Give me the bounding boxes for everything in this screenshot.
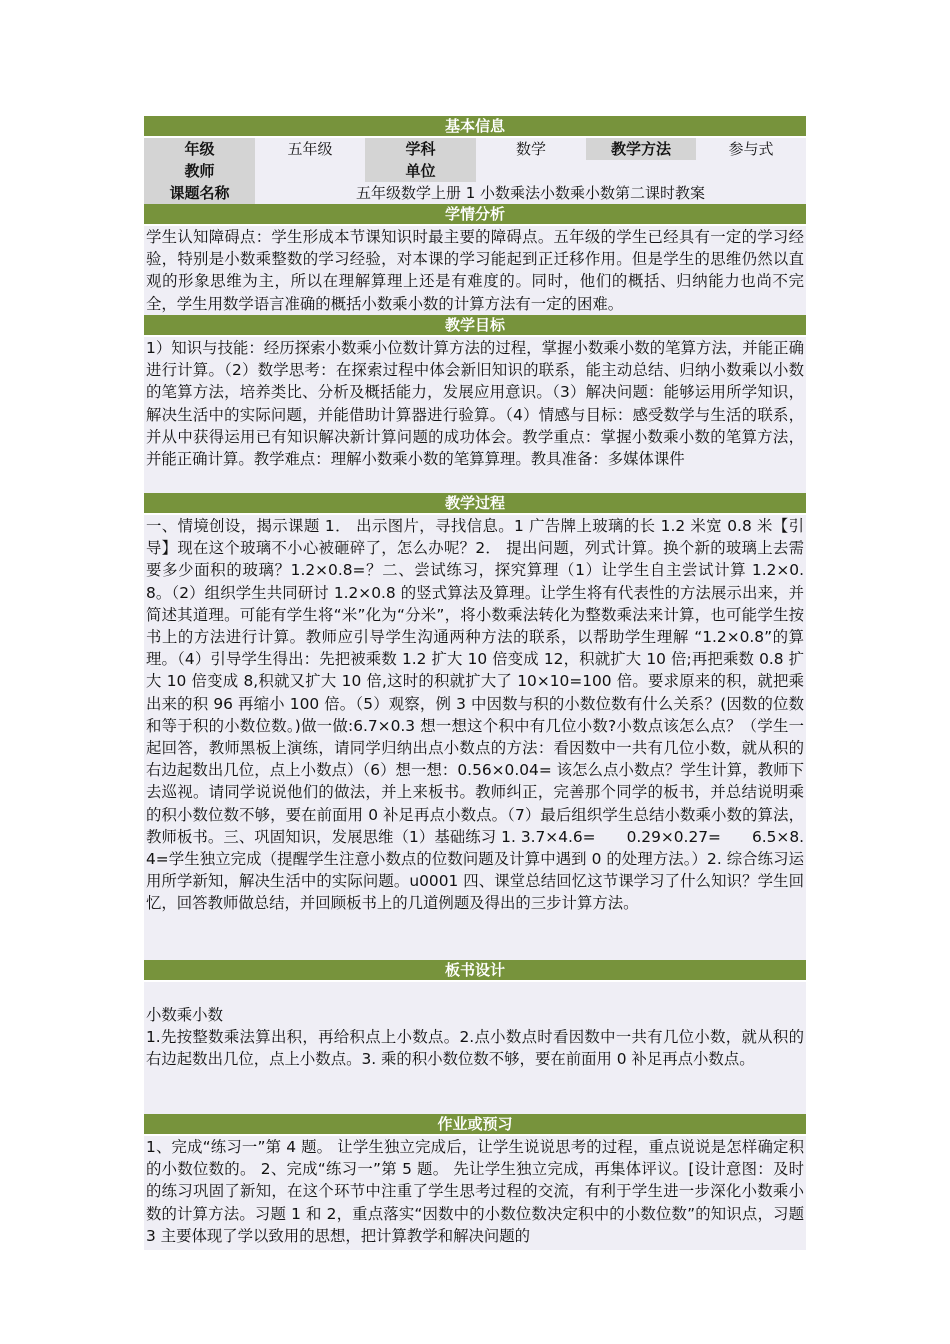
method-label: 教学方法 [586,138,696,160]
lesson-plan-document [144,116,806,1250]
unit-label: 单位 [365,160,476,182]
analysis-body: 学生认知障碍点：学生形成本节课知识时最主要的障碍点。五年级的学生已经具有一定的学习经验，特别是小数乘整数的学习经验，对本课的学习能起到正迁移作用。但是学生的思维仍然以直观的形象思维为主，所以在理解算理上还是有难度的。同时，他们的概括、归纳能力也尚不完全，学生用数学语言准确的概括小数乘小数的计算方法有一定的困难。 [144,226,806,315]
info-row-1 [144,138,806,160]
process-body: 一、情境创设，揭示课题 1． 出示图片，寻找信息。1 广告牌上玻璃的长 1.2 米宽 0.8 米【引导】现在这个玻璃不小心被砸碎了，怎么办呢？2． 提出问题，列式计算。换个新的玻璃上去需要多少面积的玻璃？1.2×0.8=？二、尝试练习，探究算理（1）让学生自主尝试计算 1.2×0.8。（2）组织学生共同研讨 1.2×0.8 的竖式算法及算理。让学生将有代表性的方法展示出来，并简述其道理。可能有学生将“米”化为“分米”，将小数乘法转化为整数乘法来计算，也可能学生按书上的方法进行计算。教师应引导学生沟通两种方法的联系，以帮助学生理解 “1.2×0.8”的算理。（4）引导学生得出：先把被乘数 1.2 扩大 10 倍变成 12，积就扩大 10 倍;再把乘数 0.8 扩大 10 倍变成 8,积就又扩大 10 倍,这时的积就扩大了 10×10=100 倍。要求原来的积，就把乘出来的积 96 再缩小 100 倍。（5）观察，例 3 中因数与积的小数位数有什么关系？(因数的位数和等于积的小数位数。)做一做:6.7×0.3 想一想这个积中有几位小数?小数点该怎么点？（学生一起回答，教师黑板上演练，请同学归纳出点小数点的方法：看因数中一共有几位小数，就从积的右边起数出几位，点上小数点）（6）想一想：0.56×0.04= 该怎么点小数点？学生计算，教师下去巡视。请同学说说他们的做法，并上来板书。教师纠正，完善那个同学的板书，并总结说明乘的积小数位数不够，要在前面用 0 补足再点小数点。（7）最后组织学生总结小数乘小数的算法，教师板书。三、巩固知识，发展思维（1）基础练习 1. 3.7×4.6= 0.29×0.27= 6.5×8.4=学生独立完成（提醒学生注意小数点的位数问题及计算中遇到 0 的处理方法。）2. 综合练习运用所学新知，解决生活中的实际问题。u0001 四、课堂总结回忆这节课学习了什么知识？学生回忆，回答教师做总结，并回顾板书上的几道例题及得出的三步计算方法。 [144,515,806,960]
grade-label: 年级 [144,138,255,160]
goals-header: 教学目标 [144,315,806,337]
goals-body: 1）知识与技能：经历探索小数乘小位数计算方法的过程，掌握小数乘小数的笔算方法，并能正确进行计算。（2）数学思考：在探索过程中体会新旧知识的联系，能主动总结、归纳小数乘以小数的笔算方法，培养类比、分析及概括能力，发展应用意识。（3）解决问题：能够运用所学知识，解决生活中的实际问题，并能借助计算器进行验算。（4）情感与目标：感受数学与生活的联系，并从中获得运用已有知识解决新计算问题的成功体会。教学重点：掌握小数乘小数的笔算方法，并能正确计算。教学难点：理解小数乘小数的笔算算理。教具准备：多媒体课件 [144,337,806,493]
unit-value [476,160,806,182]
homework-body: 1、完成“练习一”第 4 题。 让学生独立完成后，让学生说说思考的过程，重点说说是怎样确定积的小数位数的。 2、完成“练习一”第 5 题。 先让学生独立完成，再集体评议。[设计意图：及时的练习巩固了新知，在这个环节中注重了学生思考过程的交流，有利于学生进一步深化小数乘小数的计算方法。习题 1 和 2，重点落实“因数中的小数位数决定积中的小数位数”的知识点，习题 3 主要体现了学以致用的思想，把计算教学和解决问题的 [144,1136,806,1250]
teacher-label: 教师 [144,160,255,182]
subject-value: 数学 [476,138,586,160]
board-body: 1.先按整数乘法算出积，再给积点上小数点。2.点小数点时看因数中一共有几位小数，就从积的右边起数出几位，点上小数点。3. 乘的积小数位数不够，要在前面用 0 补足再点小数点。 [146,1028,804,1069]
subject-label: 学科 [365,138,476,160]
board-title: 小数乘小数 [146,1006,223,1024]
teacher-value [255,160,365,182]
method-value: 参与式 [696,138,806,160]
lesson-title-label: 课题名称 [144,182,255,204]
info-row-2 [144,160,806,182]
basic-info-header: 基本信息 [144,116,806,138]
analysis-header: 学情分析 [144,204,806,226]
lesson-title-value: 五年级数学上册 1 小数乘法小数乘小数第二课时教案 [255,182,806,204]
process-header: 教学过程 [144,493,806,515]
info-row-3 [144,182,806,204]
grade-value: 五年级 [255,138,365,160]
board-section [144,982,806,1114]
homework-header: 作业或预习 [144,1114,806,1136]
board-header: 板书设计 [144,960,806,982]
